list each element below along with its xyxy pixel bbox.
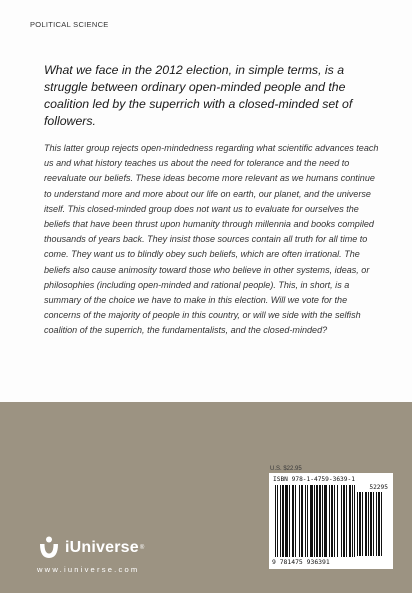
barcode-bars: [275, 485, 355, 557]
barcode-bar: [349, 485, 351, 557]
barcode-bar: [373, 492, 374, 556]
barcode-bar: [301, 485, 303, 557]
barcode-bar: [357, 492, 358, 556]
publisher-logo[interactable]: [36, 533, 144, 563]
barcode-bar: [378, 492, 380, 556]
barcode-bar: [365, 492, 367, 556]
barcode-bar: [329, 485, 330, 557]
barcode-bar: [331, 485, 333, 557]
body-paragraph: This latter group rejects open-mindedness regarding what scientific advances teach us and what history teaches us about the need for tolerance and the need to reevaluate our beliefs. These ideas become more relevant as we humans continue to understand more and more about our life on earth, our planet, and the universe itself. This closed-minded group does not want us to evaluate for ourselves the beliefs that have been thrust upon humanity through millennia and books compiled thousands of years back. They insist those sources contain all truth for all time to come. They want us to blindly obey such beliefs, which are often irrational. The beliefs also cause animosity toward those who believe in other systems, ideas, or philosophies (including open-minded and rational people). This, in short, is a summary of the choice we have to make in this election. Will we vote for the concerns of the majority of people in this country, or will we side with the selfish coalition of the superrich, the fundamentalists, and the closed-minded?: [44, 143, 379, 336]
publisher-url[interactable]: www.iuniverse.com: [37, 565, 140, 574]
barcode-bar: [362, 492, 363, 556]
barcode-bar: [337, 485, 338, 557]
barcode-bar: [307, 485, 308, 557]
isbn-label: ISBN 978-1-4759-3639-1: [273, 476, 355, 483]
barcode-addon-bars: [357, 492, 389, 556]
category-label: POLITICAL SCIENCE: [30, 20, 109, 29]
barcode-bar: [280, 485, 281, 557]
barcode-bar: [277, 485, 278, 557]
barcode-bar: [295, 485, 296, 557]
barcode-bar: [368, 492, 369, 556]
isbn-barcode: [269, 473, 393, 569]
barcode-bar: [314, 485, 315, 557]
publisher-name: iUniverse: [65, 539, 139, 556]
barcode-bar: [370, 492, 372, 556]
barcode-bar: [275, 485, 276, 557]
barcode-bar: [376, 492, 377, 556]
barcode-bar: [352, 485, 353, 557]
barcode-bar: [343, 485, 345, 557]
barcode-bar: [334, 485, 335, 557]
barcode-bar: [292, 485, 294, 557]
barcode-bar: [354, 485, 355, 557]
barcode-bar: [359, 492, 361, 556]
barcode-bar: [346, 485, 347, 557]
barcode-bar: [319, 485, 321, 557]
price-code: 52295: [369, 484, 388, 491]
barcode-bar: [322, 485, 323, 557]
barcode-bar: [381, 492, 382, 556]
barcode-bar: [305, 485, 306, 557]
barcode-digits: 9 781475 936391: [272, 558, 330, 566]
barcode-bar: [341, 485, 342, 557]
barcode-bar: [310, 485, 313, 557]
price-label: U.S. $22.95: [270, 466, 302, 472]
registered-mark: ®: [139, 545, 145, 551]
iuniverse-logo-icon: [36, 535, 62, 561]
barcode-bar: [299, 485, 300, 557]
barcode-bar: [316, 485, 318, 557]
lead-paragraph: What we face in the 2012 election, in simple terms, is a struggle between ordinary open-minded people and the coalition led by the superrich with a closed-minded set of followers.: [44, 63, 353, 128]
barcode-bar: [289, 485, 290, 557]
barcode-bar: [324, 485, 327, 557]
barcode-bar: [282, 485, 284, 557]
barcode-bar: [285, 485, 288, 557]
